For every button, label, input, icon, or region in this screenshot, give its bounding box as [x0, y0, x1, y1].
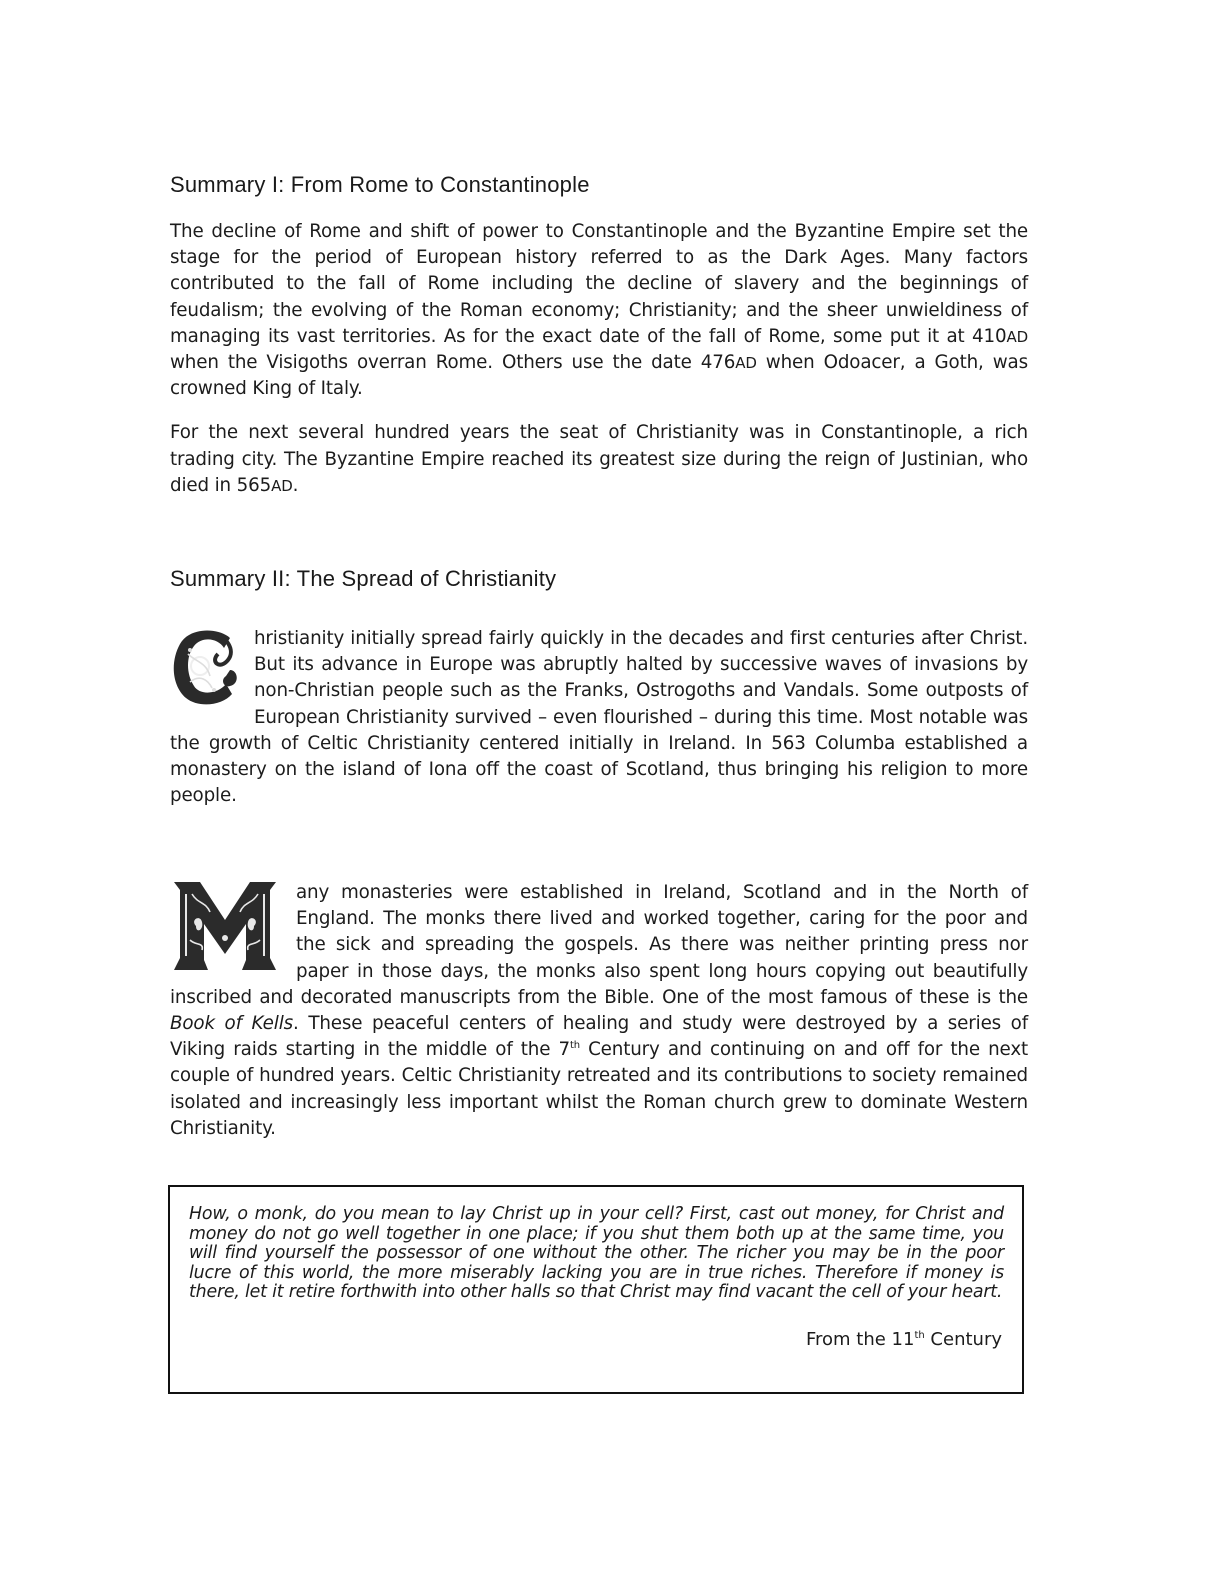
summary-2-body-2: [170, 880, 1028, 1142]
summary-1-body: [170, 219, 1028, 499]
illuminated-m-icon: [170, 880, 280, 972]
quote-text: How, o monk, do you mean to lay Christ up in your cell? First, cast out money, for Christ and money do not go well together in one place; if you shut them both up at the same time, you will find yourself the possessor of one without the other. The richer you may be in the poor lucre of this world, the more miserably lacking you are in true riches. Therefore if money is there, let it retire forthwith into other halls so that Christ may find vacant the cell of your heart.: [189, 1204, 1004, 1302]
summary-2-paragraph-2: any monasteries were established in Ireland, Scotland and in the North of England. The monks there lived and worked together, caring for the poor and the sick and spreading the gospels. As there was neither printing press nor paper in those days, the monks also spent long hours copying out beautifully inscribed and decorated manuscripts from the Bible. One of the most famous of these is the Book of Kells. These peaceful centers of healing and study were destroyed by a series of Viking raids starting in the middle of the 7th Century and continuing on and off for the next couple of hundred years. Celtic Christianity retreated and its contributions to society remained isolated and increasingly less important whilst the Roman church grew to dominate Western Christianity.: [170, 882, 1029, 1139]
summary-1-paragraph-1: The decline of Rome and shift of power to Constantinople and the Byzantine Empire set the stage for the period of European history referred to as the Dark Ages. Many factors contributed to the fall of Rome including the decline of slavery and the beginnings of feudalism; the evolving of the Roman economy; Christianity; and the sheer unwieldiness of managing its vast territories. As for the exact date of the fall of Rome, some put it at 410AD when the Visigoths overran Rome. Others use the date 476AD when Odoacer, a Goth, was crowned King of Italy.: [170, 221, 1028, 400]
quote-source: From the 11th Century: [805, 1329, 1002, 1350]
summary-1-heading: Summary I: From Rome to Constantinople: [170, 172, 590, 197]
summary-1-section: [170, 172, 1028, 198]
summary-2-body-1: [170, 626, 1028, 809]
summary-2-section: [170, 566, 1028, 592]
summary-2-heading: Summary II: The Spread of Christianity: [170, 566, 557, 591]
illuminated-c-icon: [170, 626, 240, 706]
summary-2-paragraph-1: hristianity initially spread fairly quickly in the decades and first centuries after Christ. But its advance in Europe was abruptly halted by successive waves of invasions by non-Christian people such as the Franks, Ostrogoths and Vandals. Some outposts of European Christianity survived – even flourished – during this time. Most notable was the growth of Celtic Christianity centered initially in Ireland. In 563 Columba established a monastery on the island of Iona off the coast of Scotland, thus bringing his religion to more people.: [170, 628, 1028, 807]
illuminated-letter-m: [170, 880, 282, 972]
illuminated-letter-c: [170, 626, 240, 706]
quote-box: [168, 1185, 1024, 1394]
summary-1-paragraph-2: For the next several hundred years the seat of Christianity was in Constantinople, a rich trading city. The Byzantine Empire reached its greatest size during the reign of Justinian, who died in 565AD.: [170, 422, 1028, 496]
